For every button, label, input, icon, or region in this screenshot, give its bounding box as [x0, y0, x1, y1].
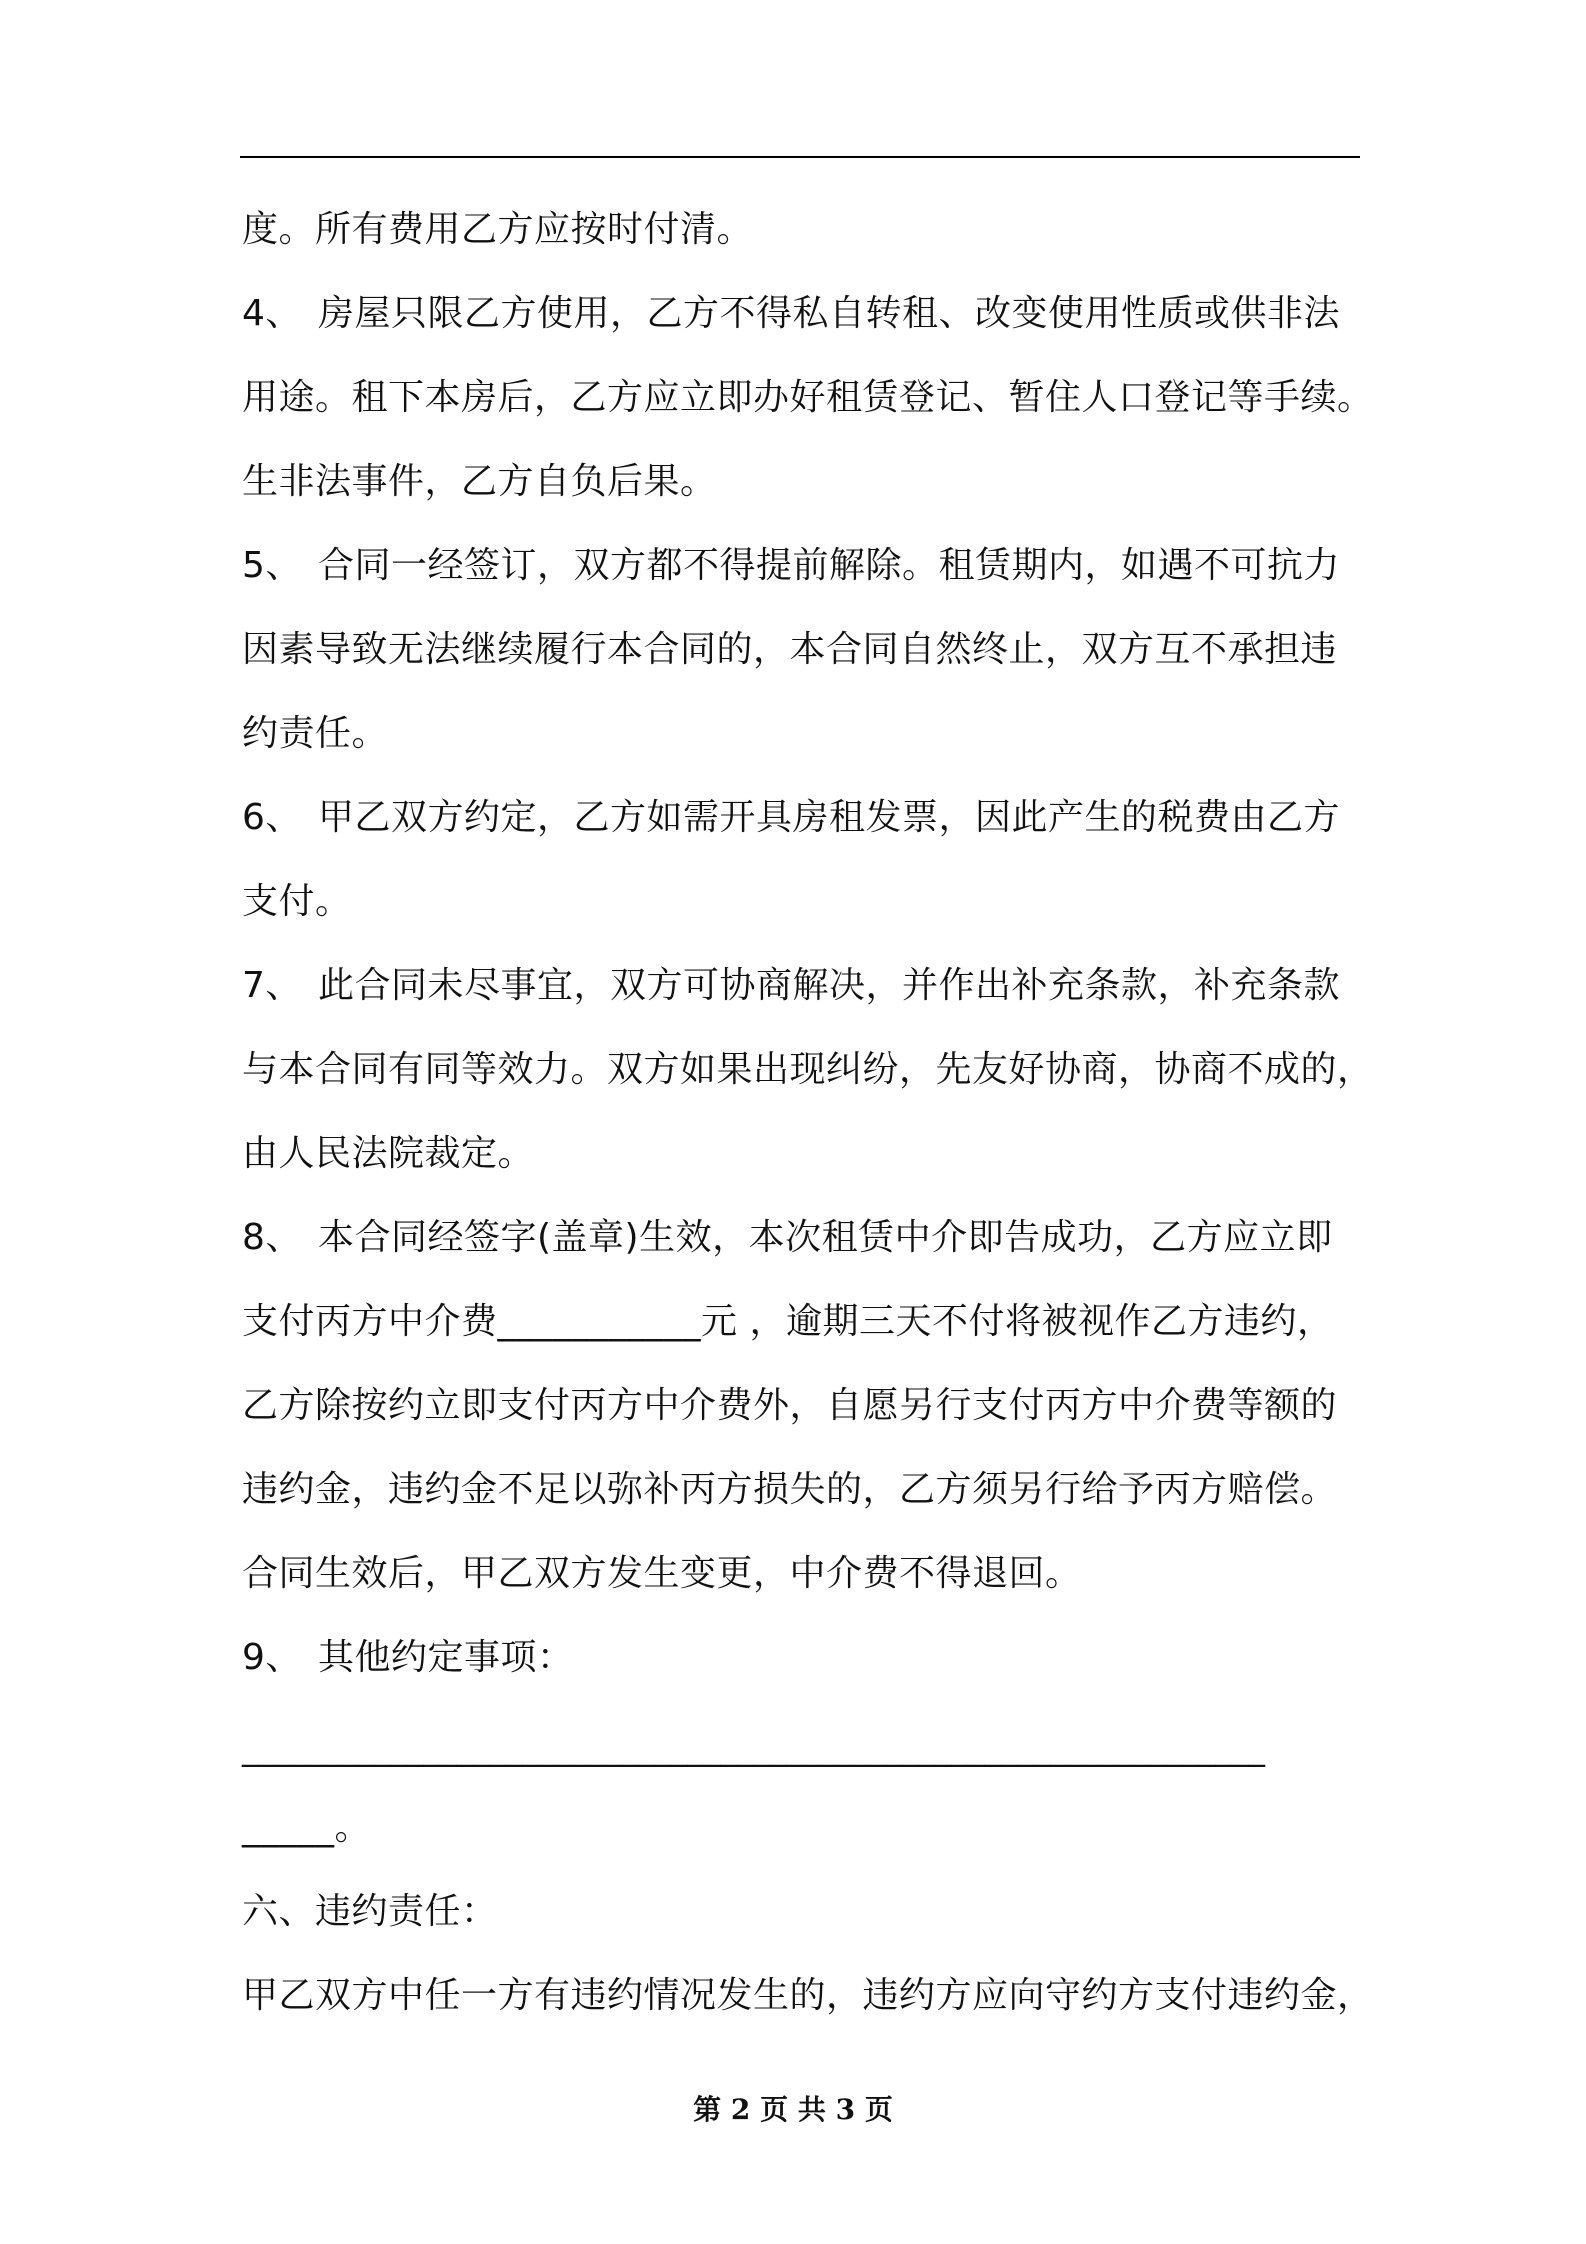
clause-number: 9、	[242, 1637, 302, 1678]
line-text: 生非法事件，乙方自负后果。	[242, 461, 717, 502]
line-text: 支付。	[242, 881, 352, 922]
text-line	[242, 880, 1372, 924]
text-line	[242, 1216, 1372, 1260]
line-text: 因素导致无法继续履行本合同的，本合同自然终止，双方互不承担违	[242, 629, 1338, 670]
line-text: 房屋只限乙方使用，乙方不得私自转租、改变使用性质或供非法	[318, 293, 1341, 334]
line-text: 由人民法院裁定。	[242, 1133, 535, 1174]
clause-number: 4、	[242, 293, 302, 334]
text-line	[242, 1552, 1372, 1596]
section-heading	[242, 1890, 1372, 1934]
text-line	[242, 460, 1372, 504]
line-text: ______________________________________________________________	[242, 1728, 1265, 1767]
text-line	[242, 1468, 1372, 1512]
line-text: 乙方除按约立即支付丙方中介费外，自愿另行支付丙方中介费等额的	[242, 1385, 1338, 1426]
line-text: 甲乙双方中任一方有违约情况发生的，违约方应向守约方支付违约金，	[242, 1975, 1374, 2016]
line-text: 度。所有费用乙方应按时付清。	[242, 209, 754, 250]
line-text: 六、违约责任：	[242, 1891, 498, 1932]
clause-number: 6、	[242, 797, 302, 838]
text-line	[242, 376, 1372, 420]
clause-number: 8、	[242, 1217, 302, 1258]
clause-number: 5、	[242, 545, 302, 586]
text-line	[242, 1300, 1372, 1344]
line-text: 支付丙方中介费___________元 ，逾期三天不付将被视作乙方违约，	[242, 1301, 1334, 1342]
line-text: 约责任。	[242, 713, 389, 754]
line-text: 合同生效后，甲乙双方发生变更，中介费不得退回。	[242, 1553, 1082, 1594]
blank-fill-line	[242, 1806, 1372, 1850]
line-text: _____。	[242, 1807, 372, 1848]
blank-fill-line	[242, 1726, 1372, 1770]
text-line	[242, 1132, 1372, 1176]
header-rule	[240, 156, 1360, 158]
line-text: 此合同未尽事宜，双方可协商解决，并作出补充条款，补充条款	[318, 965, 1341, 1006]
line-text: 甲乙双方约定，乙方如需开具房租发票，因此产生的税费由乙方	[318, 797, 1341, 838]
text-line	[242, 964, 1372, 1008]
page-number-footer: 第 2 页 共 3 页	[693, 2093, 893, 2126]
line-text: 合同一经签订，双方都不得提前解除。租赁期内，如遇不可抗力	[318, 545, 1341, 586]
text-line	[242, 628, 1372, 672]
text-line	[242, 544, 1372, 588]
clause-number: 7、	[242, 965, 302, 1006]
line-text: 其他约定事项：	[318, 1637, 574, 1678]
line-text: 用途。租下本房后，乙方应立即办好租赁登记、暂住人口登记等手续。	[242, 377, 1374, 418]
text-line	[242, 1048, 1372, 1092]
text-line	[242, 292, 1372, 336]
text-line	[242, 1636, 1372, 1680]
text-line	[242, 208, 1372, 252]
text-line	[242, 796, 1372, 840]
text-line	[242, 712, 1372, 756]
line-text: 本合同经签字(盖章)生效，本次租赁中介即告成功，乙方应立即	[318, 1217, 1333, 1258]
line-text: 违约金，违约金不足以弥补丙方损失的，乙方须另行给予丙方赔偿。	[242, 1469, 1338, 1510]
line-text: 与本合同有同等效力。双方如果出现纠纷，先友好协商，协商不成的，	[242, 1049, 1374, 1090]
text-line	[242, 1384, 1372, 1428]
text-line	[242, 1974, 1372, 2018]
